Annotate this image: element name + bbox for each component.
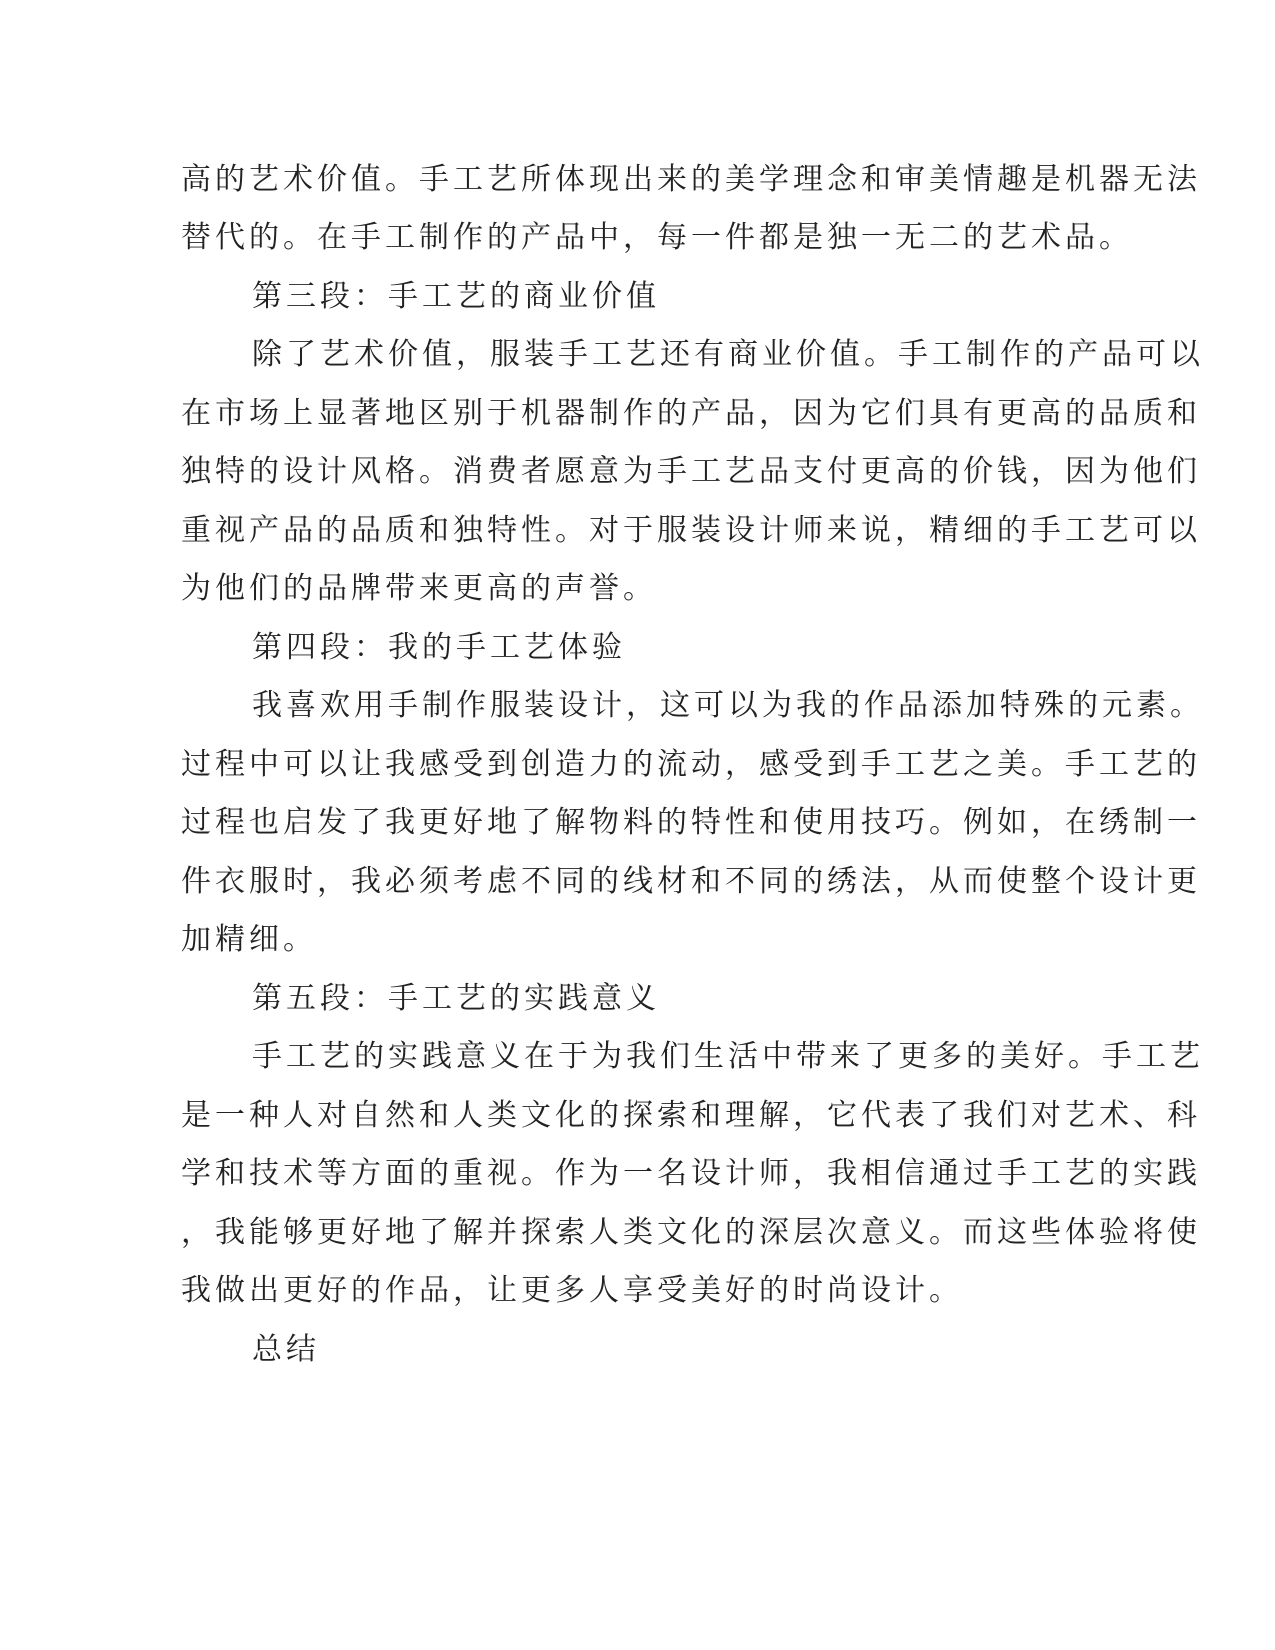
text-line: 手工艺的实践意义在于为我们生活中带来了更多的美好。手工艺	[252, 1039, 1204, 1074]
text-line: ，我能够更好地了解并探索人类文化的深层次意义。而这些体验将使	[181, 1215, 1201, 1250]
text-line: 过程中可以让我感受到创造力的流动，感受到手工艺之美。手工艺的	[181, 747, 1201, 782]
text-line: 独特的设计风格。消费者愿意为手工艺品支付更高的价钱，因为他们	[181, 454, 1201, 489]
text-line: 件衣服时，我必须考虑不同的线材和不同的绣法，从而使整个设计更	[181, 864, 1201, 899]
text-line: 我喜欢用手制作服装设计，这可以为我的作品添加特殊的元素。	[252, 688, 1204, 723]
text-line: 高的艺术价值。手工艺所体现出来的美学理念和审美情趣是机器无法	[181, 162, 1201, 197]
text-line: 学和技术等方面的重视。作为一名设计师，我相信通过手工艺的实践	[181, 1156, 1201, 1191]
section-heading-5: 第五段：手工艺的实践意义	[252, 981, 660, 1016]
section-heading-3: 第三段：手工艺的商业价值	[252, 279, 660, 314]
text-line: 替代的。在手工制作的产品中，每一件都是独一无二的艺术品。	[181, 220, 1133, 255]
section-heading-4: 第四段：我的手工艺体验	[252, 630, 626, 665]
text-line: 除了艺术价值，服装手工艺还有商业价值。手工制作的产品可以	[252, 337, 1204, 372]
text-line: 我做出更好的作品，让更多人享受美好的时尚设计。	[181, 1273, 963, 1308]
summary-heading: 总结	[252, 1332, 320, 1367]
text-line: 为他们的品牌带来更高的声誉。	[181, 571, 657, 606]
text-line: 加精细。	[181, 922, 317, 957]
text-line: 在市场上显著地区别于机器制作的产品，因为它们具有更高的品质和	[181, 396, 1201, 431]
text-line: 过程也启发了我更好地了解物料的特性和使用技巧。例如，在绣制一	[181, 805, 1201, 840]
text-line: 是一种人对自然和人类文化的探索和理解，它代表了我们对艺术、科	[181, 1098, 1201, 1133]
text-line: 重视产品的品质和独特性。对于服装设计师来说，精细的手工艺可以	[181, 513, 1201, 548]
